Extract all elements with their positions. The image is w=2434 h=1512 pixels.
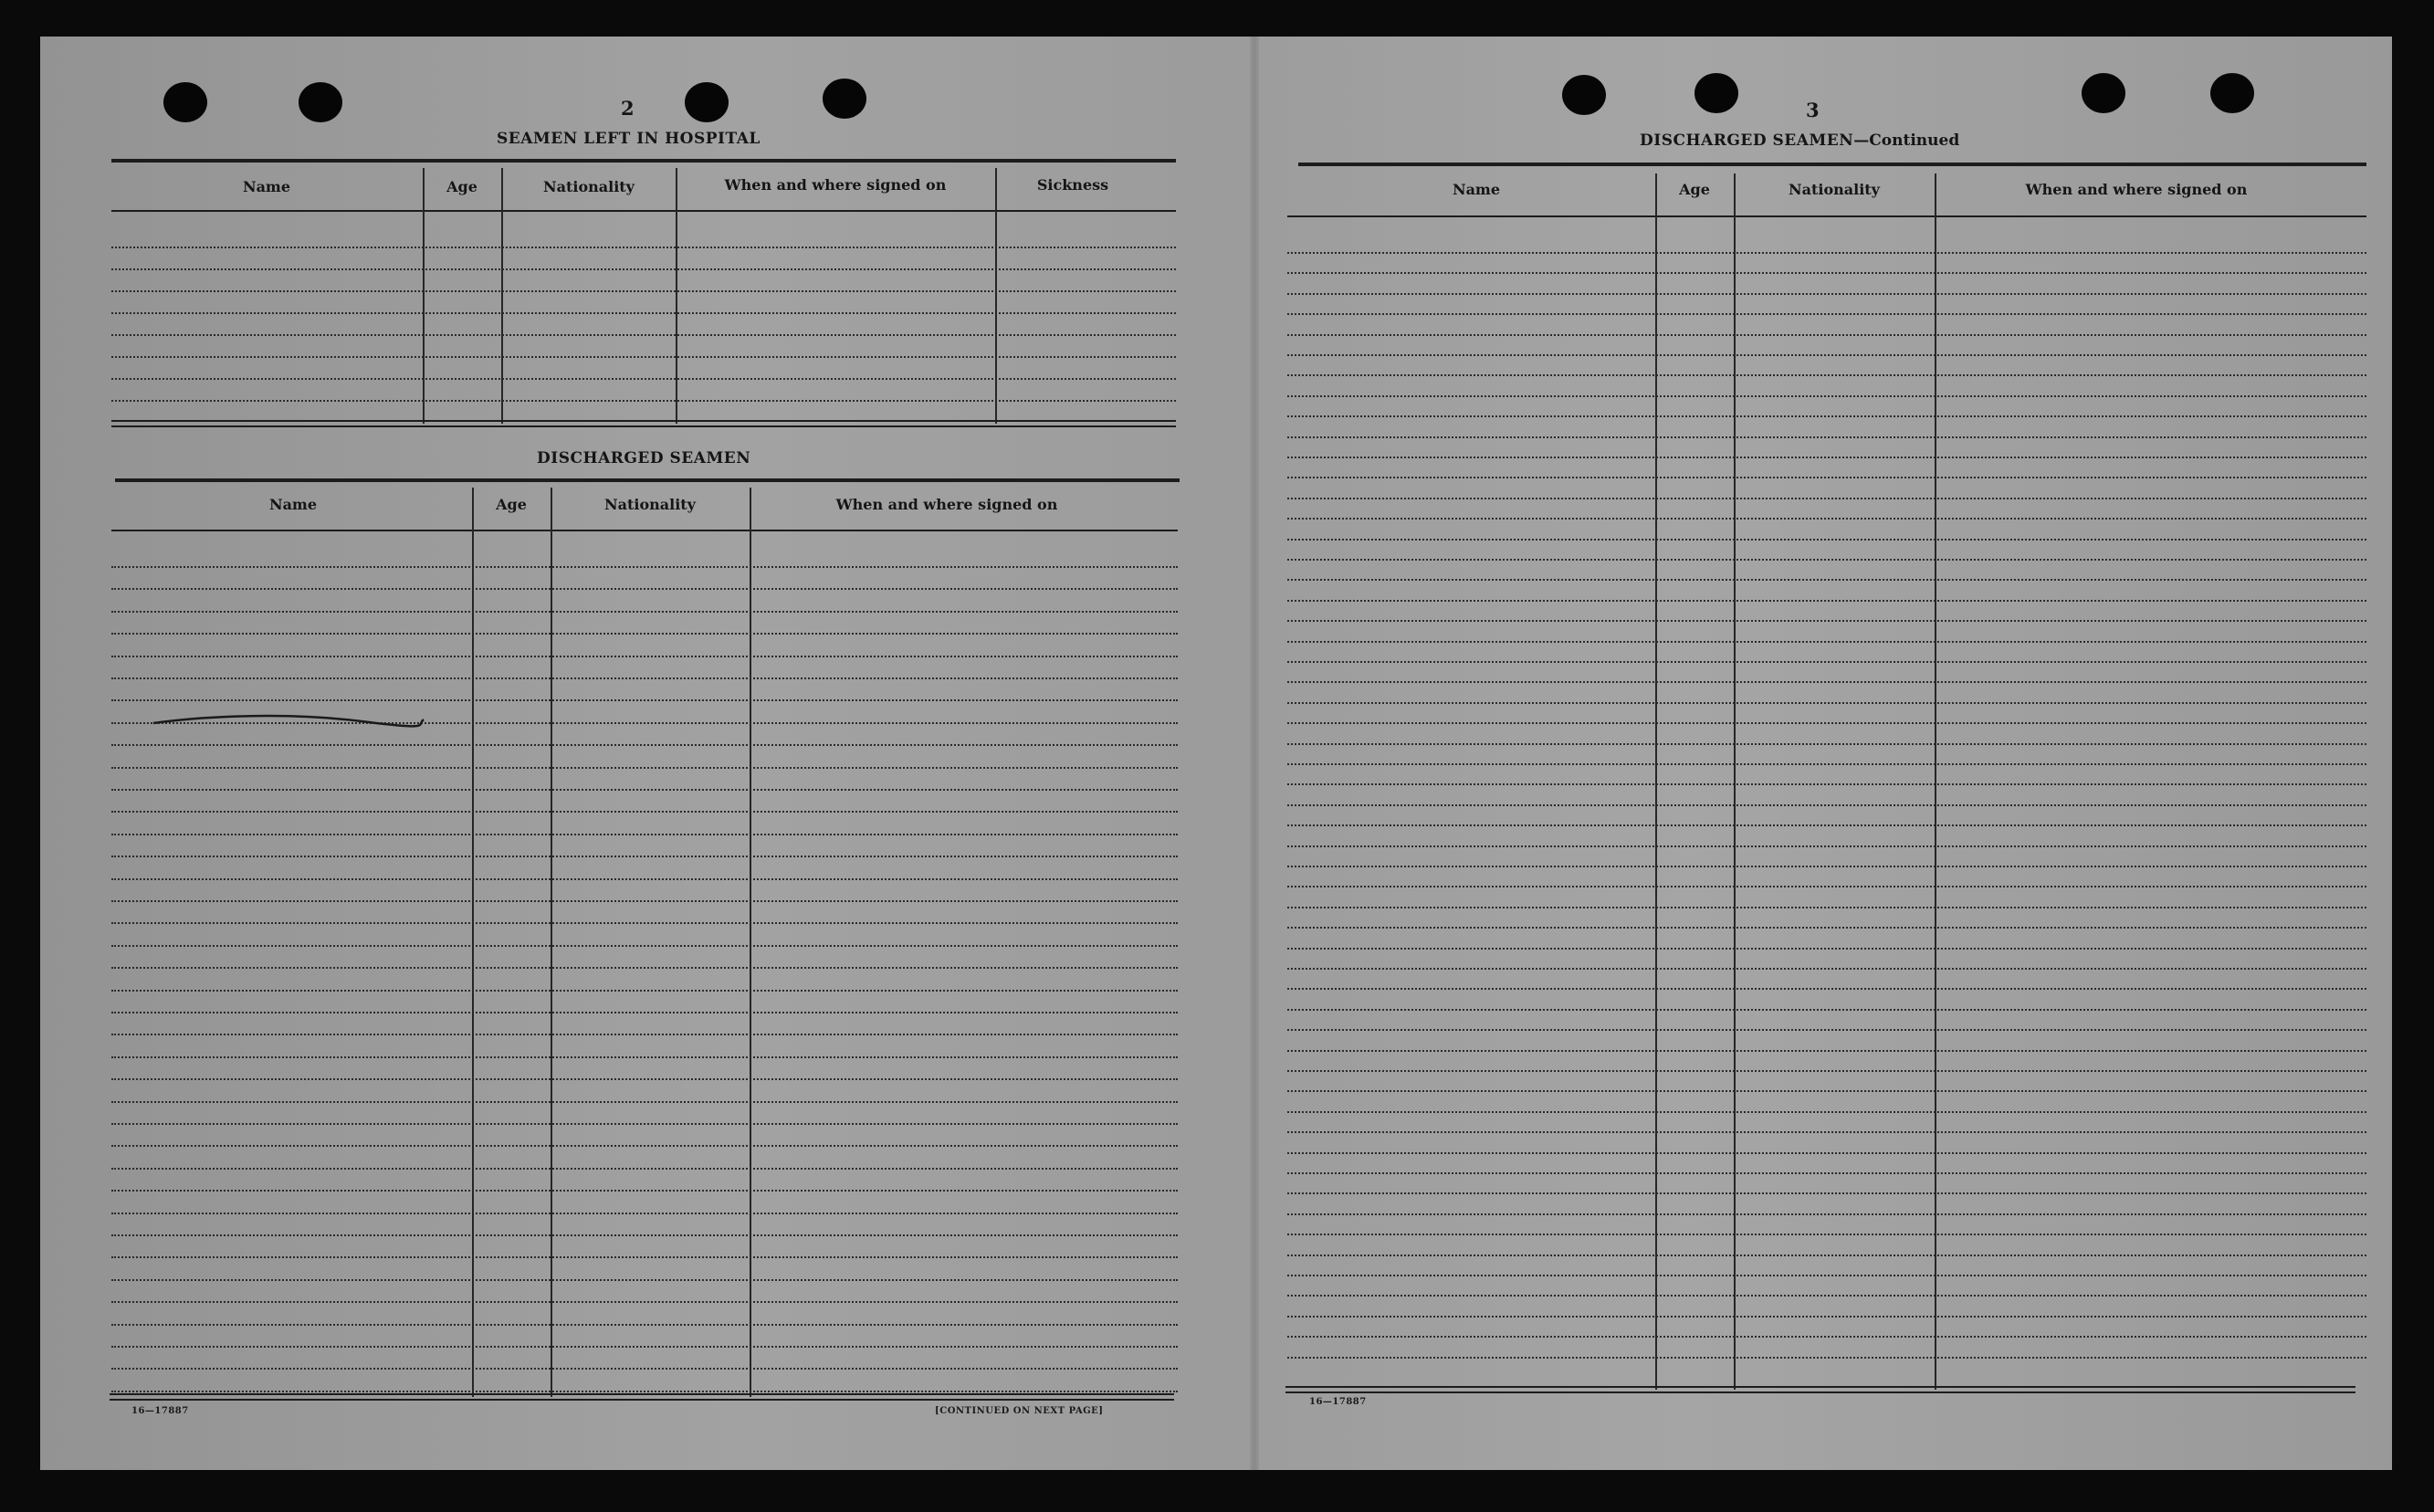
punch-hole — [299, 82, 342, 122]
table-row — [111, 1190, 1178, 1192]
table-row — [111, 1145, 1178, 1147]
continued-bottom-rule — [1285, 1386, 2355, 1388]
column-divider — [1935, 173, 1936, 1390]
table-row — [111, 1123, 1178, 1125]
table-row — [111, 1324, 1178, 1326]
column-divider — [750, 488, 751, 1397]
table-row — [1287, 252, 2366, 254]
table-row — [1287, 1070, 2366, 1072]
discharged-bottom-rule — [110, 1393, 1174, 1395]
table-row — [1287, 395, 2366, 397]
table-row — [1287, 783, 2366, 785]
table-row — [111, 856, 1178, 857]
punch-hole — [2210, 73, 2254, 113]
header-underline — [1287, 215, 2366, 217]
table-row — [1287, 1172, 2366, 1174]
punch-hole — [823, 79, 866, 119]
continued-col-signed-on: When and where signed on — [2025, 181, 2248, 198]
table-row — [1287, 886, 2366, 887]
discharged-col-nationality: Nationality — [604, 496, 696, 513]
hospital-bottom-rule — [111, 420, 1176, 422]
table-row — [1287, 681, 2366, 683]
table-row — [1287, 804, 2366, 806]
discharged-continued-top-rule — [1298, 163, 2366, 166]
table-row — [111, 1101, 1178, 1103]
table-row — [111, 1391, 1178, 1392]
table-row — [111, 268, 1176, 270]
table-row — [1287, 620, 2366, 622]
hospital-col-nationality: Nationality — [543, 178, 635, 195]
column-divider — [1655, 173, 1657, 1390]
punch-hole — [1694, 73, 1738, 113]
table-row — [1287, 1029, 2366, 1031]
table-row — [111, 1168, 1178, 1170]
table-row — [111, 699, 1178, 701]
table-row — [111, 356, 1176, 358]
hospital-col-age: Age — [446, 178, 477, 195]
table-row — [111, 1368, 1178, 1370]
table-row — [111, 834, 1178, 835]
document-sheet — [40, 37, 2392, 1470]
table-row — [111, 633, 1178, 635]
table-row — [111, 900, 1178, 902]
table-row — [111, 247, 1176, 248]
table-row — [1287, 1316, 2366, 1318]
table-row — [1287, 1192, 2366, 1194]
table-row — [1287, 272, 2366, 274]
table-row — [111, 767, 1178, 769]
table-row — [111, 1012, 1178, 1013]
table-row — [111, 656, 1178, 657]
discharged-col-signed-on: When and where signed on — [835, 496, 1058, 513]
discharged-section-title: DISCHARGED SEAMEN — [537, 449, 751, 467]
table-row — [1287, 354, 2366, 356]
form-number-left: 16—17887 — [131, 1406, 189, 1416]
table-row — [111, 378, 1176, 380]
table-row — [1287, 498, 2366, 499]
table-row — [1287, 374, 2366, 376]
table-row — [111, 290, 1176, 292]
table-row — [111, 1279, 1178, 1281]
table-row — [111, 1346, 1178, 1348]
table-row — [111, 922, 1178, 924]
table-row — [111, 1301, 1178, 1303]
table-row — [111, 811, 1178, 813]
table-row — [1287, 1111, 2366, 1113]
table-row — [1287, 518, 2366, 520]
discharged-bottom-rule — [110, 1399, 1174, 1401]
table-row — [1287, 702, 2366, 704]
table-row — [1287, 1295, 2366, 1297]
punch-hole — [163, 82, 207, 122]
table-row — [111, 945, 1178, 947]
table-row — [111, 588, 1178, 590]
continued-col-nationality: Nationality — [1789, 181, 1880, 198]
table-row — [1287, 477, 2366, 478]
column-divider — [995, 168, 997, 424]
hospital-col-name: Name — [242, 178, 291, 195]
table-row — [1287, 1213, 2366, 1215]
table-row — [1287, 968, 2366, 970]
table-row — [1287, 661, 2366, 663]
table-row — [1287, 1255, 2366, 1256]
table-row — [1287, 948, 2366, 950]
table-row — [1287, 1275, 2366, 1276]
table-row — [111, 1256, 1178, 1258]
table-row — [1287, 824, 2366, 826]
table-row — [1287, 641, 2366, 643]
table-row — [1287, 1152, 2366, 1154]
table-row — [1287, 436, 2366, 438]
page-number-right: 3 — [1806, 99, 1820, 121]
table-row — [111, 1056, 1178, 1058]
table-row — [1287, 1234, 2366, 1235]
table-row — [1287, 600, 2366, 602]
hospital-col-sickness: Sickness — [1036, 176, 1109, 194]
table-row — [111, 400, 1176, 402]
table-row — [111, 1078, 1178, 1080]
continued-col-age: Age — [1679, 181, 1710, 198]
table-row — [111, 334, 1176, 336]
table-row — [111, 990, 1178, 992]
table-row — [1287, 1357, 2366, 1359]
table-row — [1287, 415, 2366, 417]
table-row — [111, 312, 1176, 314]
table-row — [1287, 457, 2366, 458]
table-row — [1287, 988, 2366, 990]
table-row — [1287, 1050, 2366, 1052]
table-row — [1287, 743, 2366, 745]
column-divider — [676, 168, 677, 424]
table-row — [1287, 1336, 2366, 1338]
table-row — [1287, 722, 2366, 724]
table-row — [111, 967, 1178, 969]
table-row — [111, 1213, 1178, 1214]
table-row — [1287, 293, 2366, 295]
punch-hole — [2082, 73, 2125, 113]
column-divider — [423, 168, 425, 424]
discharged-col-name: Name — [268, 496, 318, 513]
table-row — [1287, 927, 2366, 929]
discharged-continued-title-suffix: —Continued — [1853, 131, 1960, 150]
discharged-continued-title — [1640, 131, 1959, 150]
table-row — [1287, 579, 2366, 581]
table-row — [1287, 845, 2366, 847]
hospital-section-title: SEAMEN LEFT IN HOSPITAL — [497, 130, 761, 148]
table-row — [111, 744, 1178, 746]
table-row — [111, 789, 1178, 791]
table-row — [1287, 334, 2366, 336]
table-row — [1287, 1131, 2366, 1133]
table-row — [1287, 1009, 2366, 1011]
table-row — [1287, 866, 2366, 867]
pen-stroke — [152, 714, 425, 732]
punch-hole — [1562, 75, 1606, 115]
table-row — [1287, 907, 2366, 908]
discharged-col-age: Age — [496, 496, 527, 513]
column-divider — [1734, 173, 1736, 1390]
continued-note: [CONTINUED ON NEXT PAGE] — [935, 1406, 1104, 1416]
table-row — [111, 1034, 1178, 1035]
column-divider — [472, 488, 474, 1397]
table-row — [1287, 763, 2366, 765]
table-row — [1287, 1090, 2366, 1092]
page-fold — [1250, 37, 1259, 1470]
continued-col-name: Name — [1452, 181, 1501, 198]
form-number-right: 16—17887 — [1309, 1397, 1367, 1407]
table-row — [111, 878, 1178, 880]
column-divider — [551, 488, 552, 1397]
table-row — [1287, 539, 2366, 541]
punch-hole — [685, 82, 729, 122]
discharged-top-rule — [115, 478, 1180, 482]
hospital-col-signed-on: When and where signed on — [724, 176, 947, 194]
header-underline — [111, 210, 1176, 212]
column-divider — [501, 168, 503, 424]
continued-bottom-rule — [1285, 1391, 2355, 1393]
discharged-continued-title-main: DISCHARGED SEAMEN — [1640, 131, 1854, 150]
table-row — [111, 611, 1178, 613]
hospital-top-rule — [111, 159, 1176, 163]
page-number-left: 2 — [621, 97, 635, 120]
table-row — [1287, 559, 2366, 561]
table-row — [111, 1234, 1178, 1236]
table-row — [1287, 313, 2366, 315]
hospital-bottom-rule — [111, 425, 1176, 427]
header-underline — [111, 530, 1178, 531]
table-row — [111, 566, 1178, 568]
table-row — [111, 677, 1178, 679]
